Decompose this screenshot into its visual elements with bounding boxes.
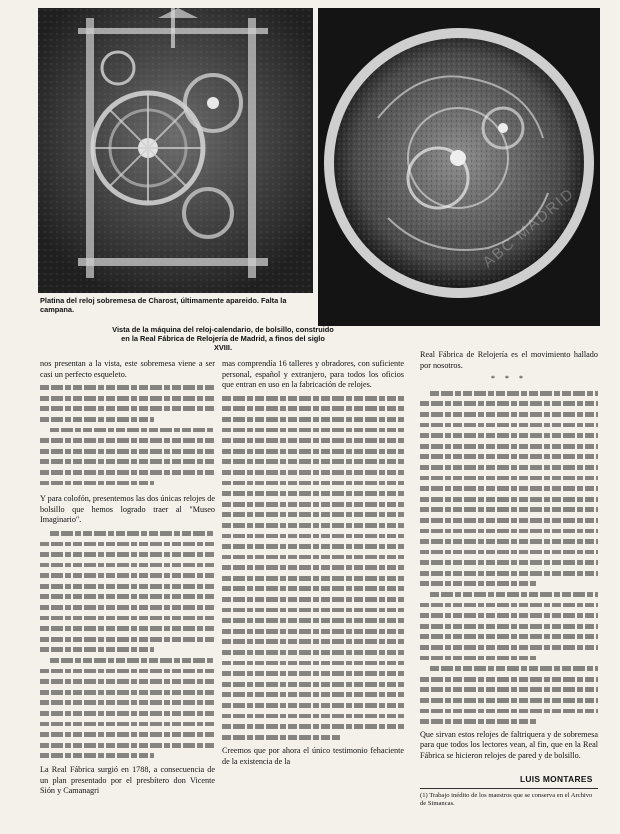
article-column-3 — [420, 350, 598, 762]
column-1-body-text-2 — [40, 528, 215, 761]
author-signature: LUIS MONTARES — [520, 774, 593, 784]
column-1-body-text — [40, 382, 215, 488]
column-3-last-paragraph: Que sirvan estos relojes de faltriquera y de sobremesa para que todos los lectores vean, al fin, que en la Real Fábrica se hicieron relojes de pared y de bolsillo. — [420, 729, 598, 760]
article-column-2 — [222, 359, 404, 768]
footnote: (1) Trabajo inédito de los maestros que se conserva en el Archivo de Simancas. — [420, 792, 593, 807]
left-photo-caption: Platina del reloj sobremesa de Charost, últimamente apareido. Falta la campana. — [40, 296, 287, 314]
article-column-1 — [40, 359, 215, 797]
column-1-paragraph-2: Y para colofón, presentemos las dos únicas relojes de bolsillo que hemos logrado traer al "Museo Imaginario". — [40, 494, 215, 525]
column-2-body-text — [222, 393, 404, 743]
column-1-last-paragraph: La Real Fábrica surgió en 1788, a consecuencia de un plan presentado por el presbítero don Vicente Sión y Camanagri — [40, 764, 215, 796]
clock-plate-illustration — [38, 8, 313, 293]
clock-plate-photo — [38, 8, 313, 293]
section-separator: * * * — [491, 374, 527, 384]
column-2-intro: mas comprendía 16 talleres y obradores, con suficiente personal, español y extranjero, para todos los oficios que entran en uso en la fabricación de relojes. — [222, 359, 404, 390]
watch-movement-illustration — [318, 8, 600, 326]
column-2-last-paragraph: Creemos que por ahora el único testimonio fehaciente de la existencia de la — [222, 746, 404, 766]
footnote-rule — [420, 788, 598, 789]
column-3-body-text — [420, 388, 598, 727]
svg-text:ABC MADRID: ABC MADRID — [479, 184, 579, 272]
column-1-intro: nos presentan a la vista, este sobremesa viene a ser casi un perfecto esqueleto. — [40, 359, 215, 379]
center-photo-caption: Vista de la máquina del reloj-calendario, de bolsillo, construido en la Real Fábrica de Relojería de Madrid, a finos del siglo XVIII. — [112, 325, 334, 352]
column-3-intro: Real Fábrica de Relojería es el movimiento hallado por nosotros. — [420, 350, 598, 370]
watch-movement-photo — [318, 8, 600, 326]
